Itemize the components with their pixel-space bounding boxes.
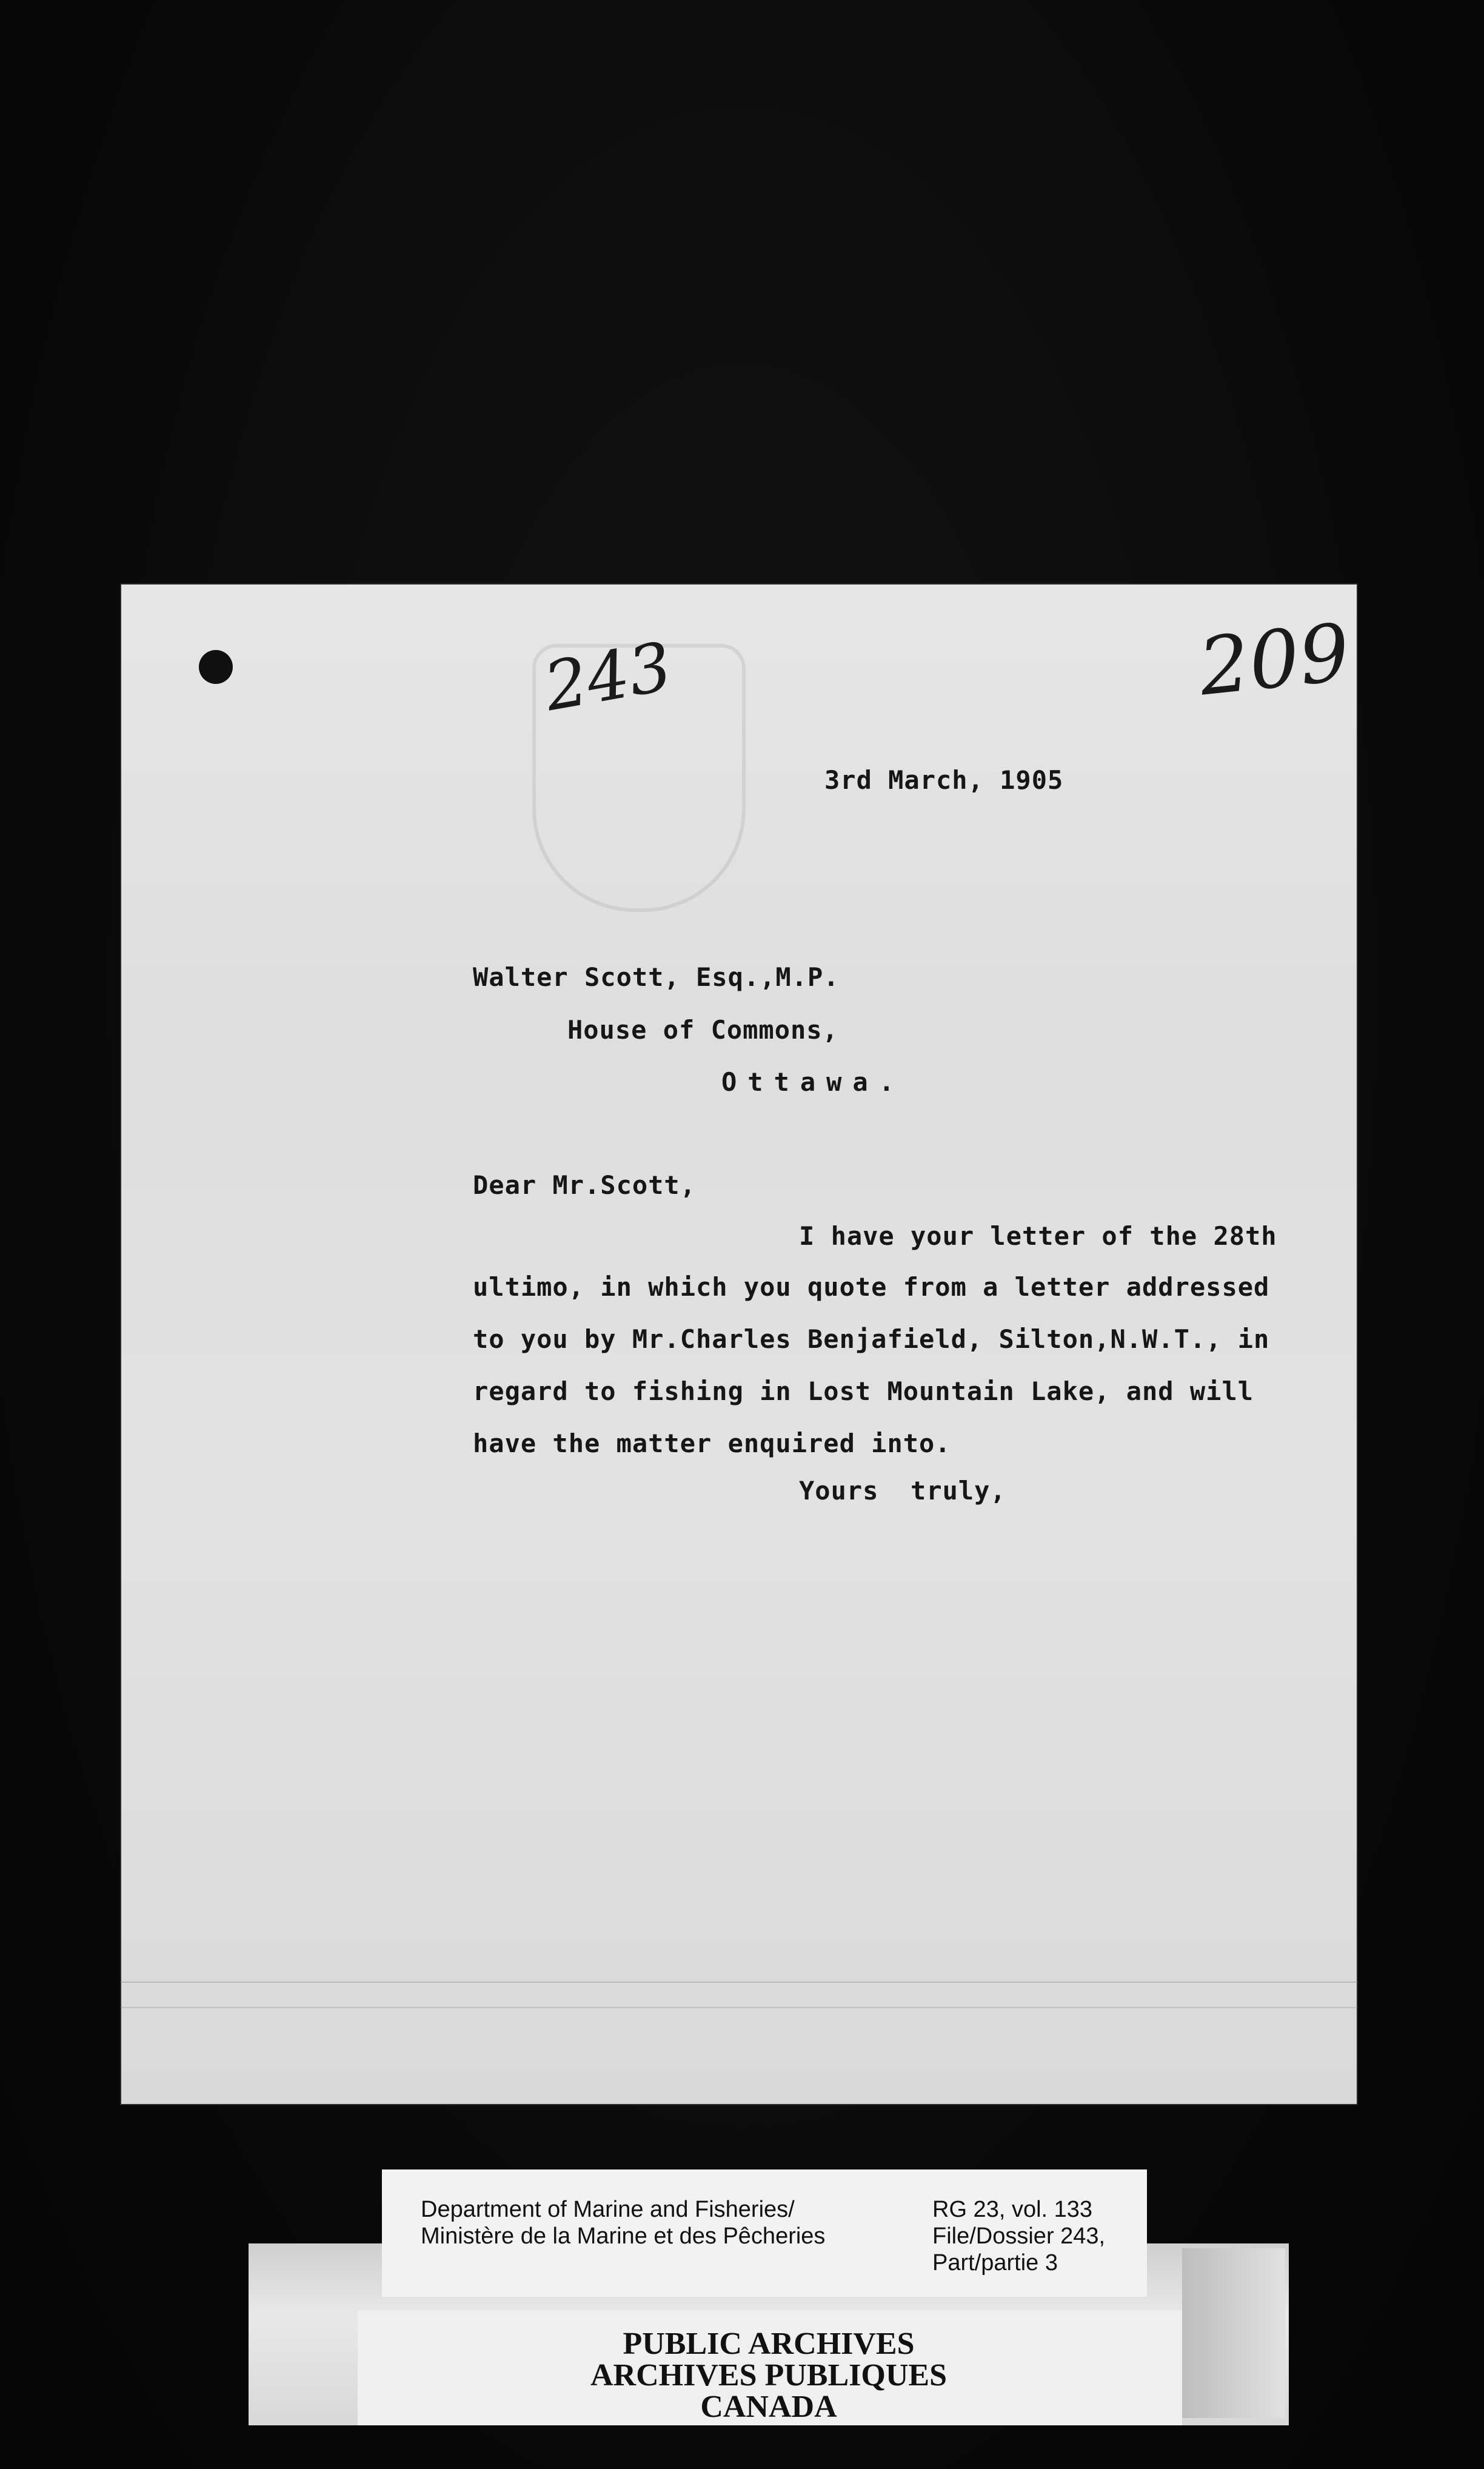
film-edge-strip: [1182, 2248, 1285, 2418]
archive-stamp-line: PUBLIC ARCHIVES: [623, 2327, 915, 2361]
body-line: I have your letter of the 28th: [799, 1221, 1277, 1251]
file-number: File/Dossier 243,: [932, 2223, 1106, 2249]
closing: Yours truly,: [799, 1476, 1006, 1506]
body-line: regard to fishing in Lost Mountain Lake, and will: [473, 1376, 1254, 1406]
archive-reference-label: [382, 2169, 1147, 2297]
department-fr: Ministère de la Marine et des Pêcheries: [421, 2223, 826, 2249]
part-number: Part/partie 3: [932, 2250, 1058, 2276]
body-line: to you by Mr.Charles Benjafield, Silton,N.W.T., in: [473, 1324, 1270, 1354]
letter-date: 3rd March, 1905: [824, 765, 1064, 795]
recipient-city: Ottawa.: [721, 1067, 906, 1097]
recipient-name: Walter Scott, Esq.,M.P.: [473, 962, 840, 992]
recipient-institution: House of Commons,: [567, 1015, 838, 1045]
reference-numbers: [932, 2196, 1105, 2276]
handwritten-page-number: 209: [1194, 606, 1354, 714]
department-names: [421, 2196, 825, 2250]
salutation: Dear Mr.Scott,: [473, 1170, 697, 1200]
archive-stamp-line: ARCHIVES PUBLIQUES: [590, 2358, 948, 2393]
record-group: RG 23, vol. 133: [932, 2197, 1093, 2222]
department-en: Department of Marine and Fisheries/: [421, 2197, 795, 2222]
body-line: have the matter enquired into.: [473, 1429, 951, 1458]
letter-page: [120, 583, 1358, 2105]
body-line: ultimo, in which you quote from a letter addressed: [473, 1272, 1270, 1302]
handwritten-file-number: 243: [538, 627, 678, 726]
punch-hole: [199, 650, 233, 684]
archive-stamp-line: CANADA: [700, 2390, 837, 2424]
